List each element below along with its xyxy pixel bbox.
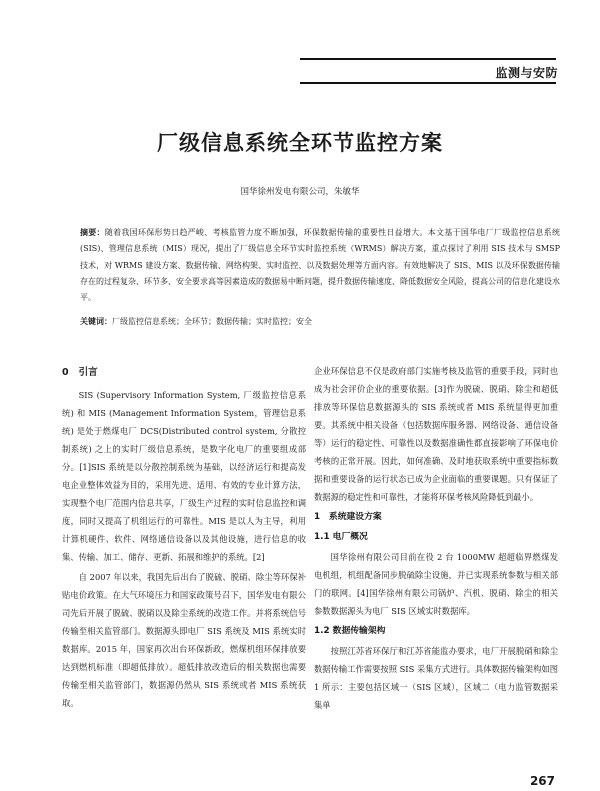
section-heading-text: 引言 [78,367,98,378]
keywords [80,314,560,329]
header-rule-top [300,58,556,60]
right-column [314,362,558,716]
abstract-text: 随着我国环保形势日趋严峻、考核监管力度不断加强，环保数据传输的重要性日益增大。本文基于国华电厂厂级监控信息系统(SIS)、管理信息系统（MIS）现况，提出了厂级信息全环节实时监控系统（WRMS）解决方案，重点探讨了利用 SIS 技术与 SMSP 技术，对 WRMS 建设方案、数据传输、网络构架、实时监控、以及数据处理等方面内容。有效地解决了 SIS、MIS 以及环保数据传输存在的过程复杂、环节多、安全要求高等因素造成的数据易中断问题，提升数据传输速度、降低数据安全风险，提高公司的信息化建设水平。 [80,228,560,303]
keywords-text: 厂级监控信息系统；全环节；数据传输；实时监控；安全 [112,317,312,326]
paragraph: 自 2007 年以来，我国先后出台了脱硫、脱硝、除尘等环保补贴电价政策。在大气环境压力和国家政策号召下，国华发电有限公司先后开展了脱硫、脱硝以及除尘系统的改造工作。并将系统信号传输至相关监管部门。数据源头即电厂 SIS 系统及 MIS 系统实时数据库。2015 年，国家再次出台环保新政，燃煤机组环保排放要达到燃机标准（即超低排放）。超低排放改造后的相关数据也需要传输至相关监管部门，数据源仍然从 SIS 系统或者 MIS 系统获取。 [62,572,306,708]
abstract [80,224,560,306]
paragraph: SIS (Supervisory Information System, 厂级监控信息系统) 和 MIS (Management Information System，管理信息系统) 是处于燃煤电厂 DCS(Distributed control system, 分散控制系统) 之上的实时厂级信息系统，是数字化电厂的重要组成部分。[1]SIS 系统是以分散控制系统为基础，以经济运行和提高发电企业整体效益为目的，采用先进、适用、有效的专业计算方法，实现整个电厂范围内信息共享，厂级生产过程的实时信息监控和调度，同时又提高了机组运行的可靠性。MIS 是以人为主导，利用计算机硬件、软件、网络通信设备以及其他设施，进行信息的收集、传输、加工、储存、更新、拓展和维护的系统。[2] [62,390,306,562]
subsection-heading-plant: 1.1 电厂概况 [314,532,368,542]
section-heading-intro [62,364,306,382]
section-tag: 监测与安防 [495,66,558,80]
section-heading-number: 0 [62,367,69,378]
keywords-label: 关键词： [80,316,112,326]
subsection-heading-transfer: 1.2 数据传输架构 [314,626,386,636]
article-title: 厂级信息系统全环节监控方案 [157,131,443,155]
paragraph: 国华徐州有限公司目前在役 2 台 1000MW 超超临界燃煤发电机组，机组配备同步脱硫除尘设施，并已实现系统参数与相关部门的联网。[4]国华徐州有限公司锅炉、汽机、脱硝、除尘的相关参数数据源头为电厂 SIS 区域实时数据库。 [314,552,558,616]
header-rule-bottom [300,82,556,84]
paragraph: 按照江苏省环保厅和江苏省能监办要求，电厂开展脱硝和除尘数据传输工作需要按照 SIS 采集方式进行。具体数据传输架构如图 1 所示：主要包括区域一（SIS 区域），区域二（电力监管数据采集单 [314,646,558,710]
left-column [62,362,306,714]
paragraph: 企业环保信息不仅是政府部门实施考核及监管的重要手段，同时也成为社会评价企业的重要依据。[3]作为脱硫、脱硝、除尘和超低排放等环保信息数据源头的 SIS 系统或者 MIS 系统显得更加重要。其系统中相关设备（包括数据库服务器、网络设备、通信设备等）运行的稳定性、可靠性以及数据准确性都直接影响了环保电价考核的正常开展。因此，如何准确、及时地获取系统中重要指标数据和重要设备的运行状态已成为企业面临的重要课题。只有保证了数据源的稳定性和可靠性，才能将环保考核风险降低到最小。 [314,366,558,502]
section-heading-system: 1 系统建设方案 [314,512,382,522]
abstract-label: 摘要： [80,227,105,237]
page-number: 267 [529,774,555,788]
author-line: 国华徐州发电有限公司，朱敏华 [240,187,360,197]
